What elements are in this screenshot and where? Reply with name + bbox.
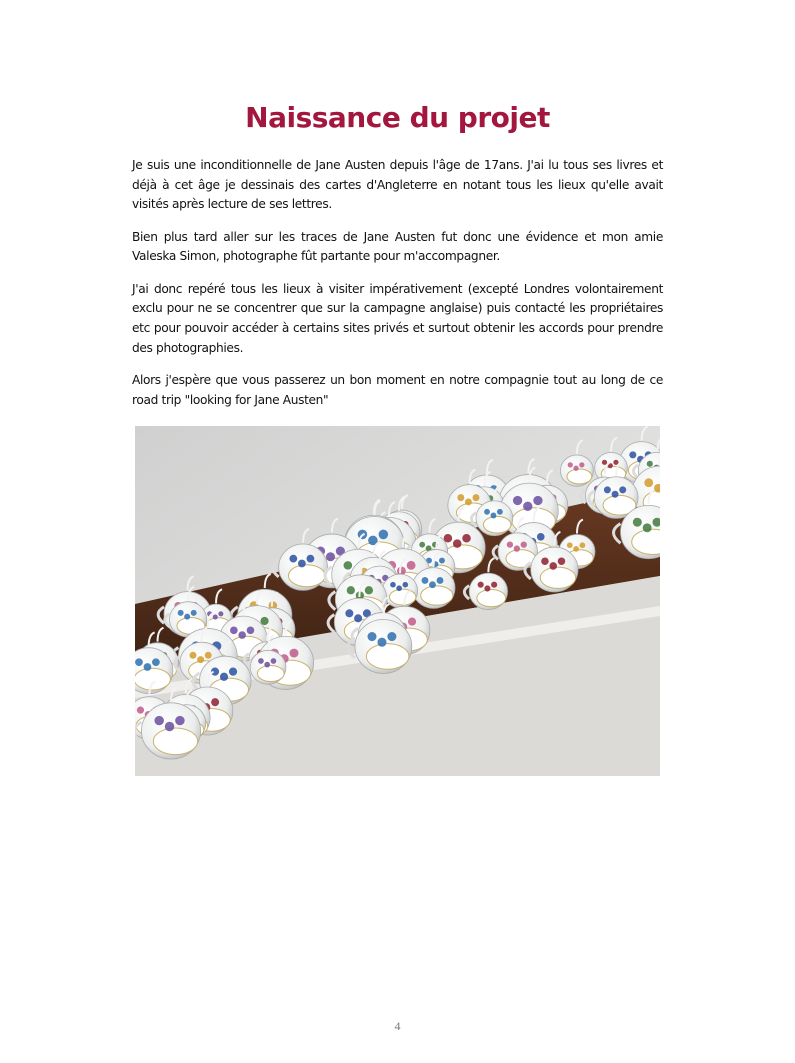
- paragraph: Alors j'espère que vous passerez un bon moment en notre compagnie tout au long de ce road trip "looking for Jane Austen": [132, 372, 663, 407]
- page-number: 4: [394, 1019, 401, 1033]
- page-title: Naissance du projet: [245, 101, 550, 134]
- paragraph: Bien plus tard aller sur les traces de Jane Austen fut donc une évidence et mon amie Valeska Simon, photographe fût partante pour m'accompagner.: [132, 229, 663, 264]
- paragraph: J'ai donc repéré tous les lieux à visiter impérativement (excepté Londres volontairement exclu pour ne se concentrer que sur la campagne anglaise) puis contacté les propriétaires etc pour pouvoir accéder à certains sites privés et surtout obtenir les accords pour prendre des photographies.: [132, 281, 663, 355]
- paragraph: Je suis une inconditionnelle de Jane Austen depuis l'âge de 17ans. J'ai lu tous ses livres et déjà à cet âge je dessinais des cartes d'Angleterre en notant tous les lieux qu'elle avait visités après lecture de ses lettres.: [132, 158, 663, 212]
- teacups-photo: [135, 426, 660, 776]
- body-text: [132, 156, 663, 423]
